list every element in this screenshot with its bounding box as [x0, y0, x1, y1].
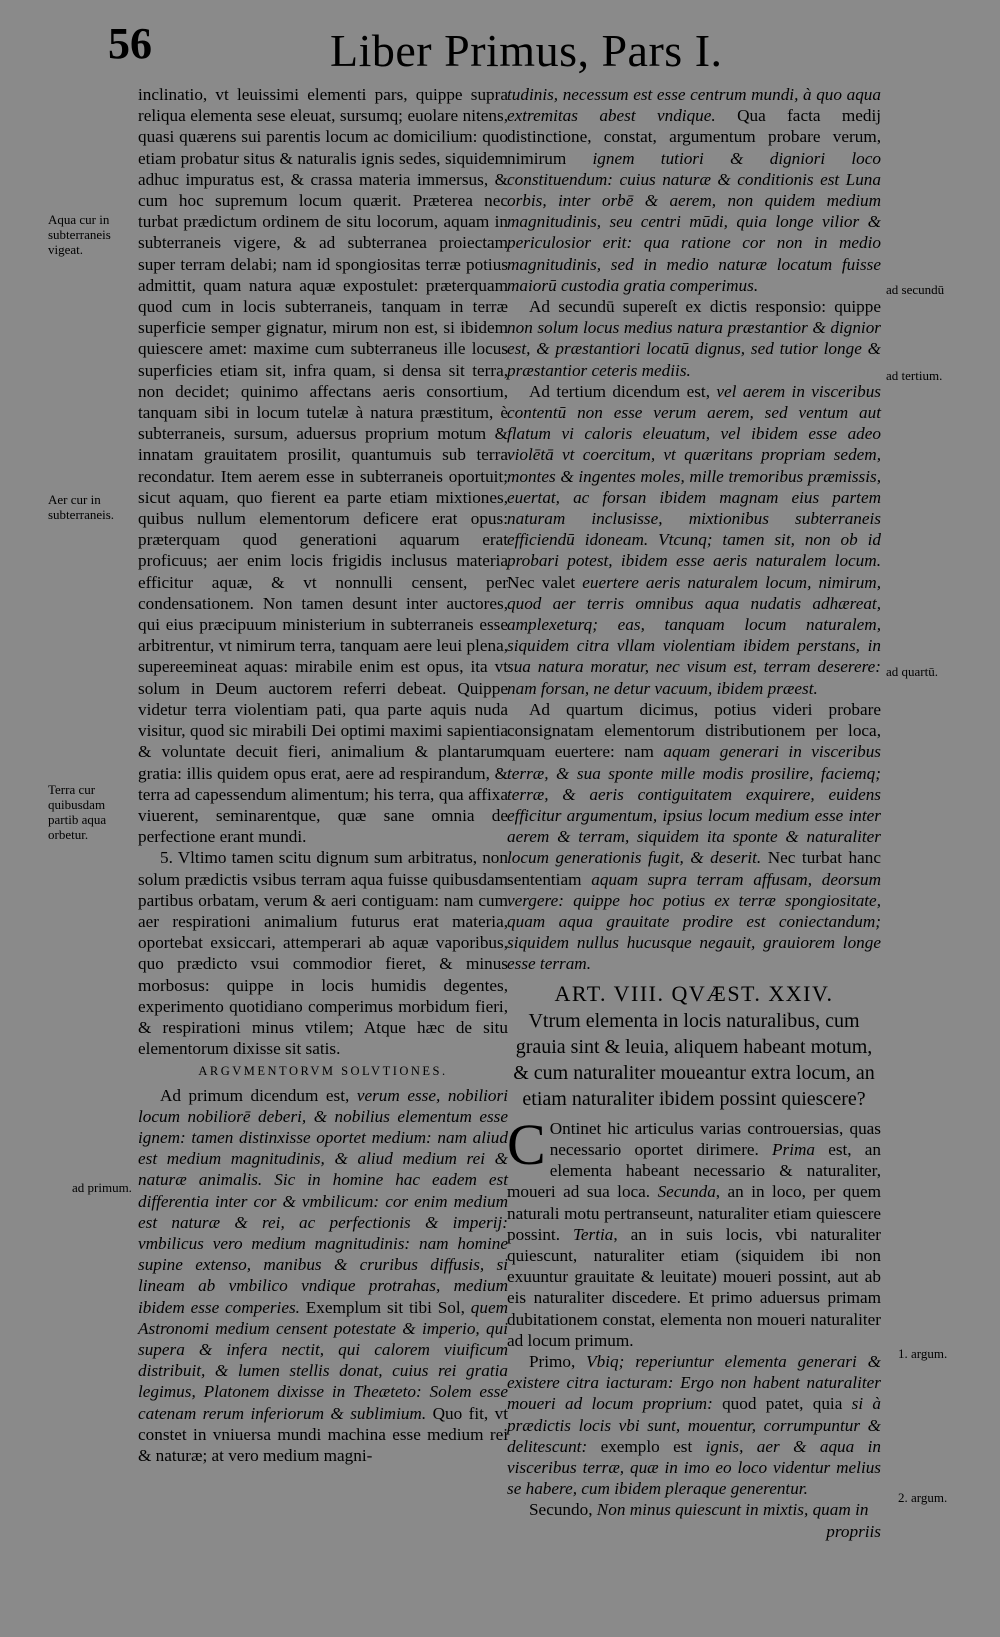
roman-text: Ontinet hic articulus varias controuersias, quas necessario oportet dirimere. [549, 1118, 881, 1159]
italic-text: aquam supra terram affusam, deorsum vergere: quippe hoc potius ex terræ spongiositate, quam aqua grauitate prodire est coniectandum; siquidem nullus hucusque negauit, grauiorem longe esse terram. [507, 869, 881, 974]
roman-text: , an in loco, per quem naturali motu pertranseunt, naturaliter etiam quiescere possint. [507, 1182, 881, 1244]
question-paragraph [507, 1111, 881, 1351]
margin-note-aer: Aer cur in subterraneis. [48, 492, 115, 522]
margin-note-ad-secundum: ad secundū [886, 282, 945, 297]
body-paragraph: inclinatio, vt leuissimi elementi pars, quippe supra reliqua elementa sese eleuat, sursumq; euolare nitens, quasi quærens sui parentis locum ac domicilium: quo etiam probatur situs & naturalis ignis sedes, siquidem adhuc impuratus est, & crassa materia immersus, & cum hoc supremum locum quærit. Præterea nec turbat prædictum ordinem de situ locorum, aquam in subterraneis vigere, & ad subterranea proiectam super terram delabi; nam id spongiositas terræ potius admittit, quam natura aquæ expostulet: præterquam quod cum in locis subterraneis, tanquam in terræ superficie semper gignatur, mirum non est, si ibidem quiescere amet: maxime cum subterraneus ille locus superficies etiam sit, infra quam, si densa sit terra, non decidet; quinimo affectans aeris consortium, tanquam sibi in locum tutelæ à natura præstitum, è subterraneis, sursum, aduersus proprium motum & innatam grauitatem prosilit, quantumuis sub terra recondatur. Item aerem esse in subterraneis oportuit; sicut aquam, quo fierent ea parte etiam mixtiones, quibus nullum elementorum deficere erat opus: præterquam quod generationi aquarum erat proficuus; aer enim locis frigidis inclusus materia efficitur aquæ, & vt nonnulli censent, per condensationem. Non tamen desunt inter auctores, qui eius præcipuum ministerium in subterraneis esse arbitrentur, vt nimirum terra, tanquam aere leui plena, supereemineat aquas: mirabile enim est opus, ita vt solum in Deum auctorem referri debeat. Quippe videtur terra violentiam pati, qua parte aquis nuda visitur, quod sic mirabili Dei optimi maximi sapientia & voluntate decuit fieri, animalium & plantarum gratia: illis quidem opus erat, aere ad respirandum, & terra ad capessendum alimentum; his terra, qua affixa viuerent, seminarentque, quæ sane omnia de perfectione erant mundi. [138, 85, 508, 847]
italic-text: Non minus quiescunt in mixtis, quam in [596, 1500, 869, 1520]
solution-text: Exemplum sit tibi Sol, [299, 1297, 471, 1317]
roman-text: exemplo est [587, 1436, 706, 1456]
page-header [0, 19, 1000, 82]
margin-note-ad-primum: ad primum. [72, 1180, 132, 1195]
running-head: Liber Primus, Pars I. [330, 25, 723, 76]
roman-text: Ad secundū supereſt ex dictis responsio: quippe [529, 297, 881, 317]
italic-text: tudinis, necessum est esse centrum mundi, à quo aqua extremitas abest vndique. [507, 85, 881, 126]
reply-second [507, 296, 881, 381]
solution-italic: verum esse, nobiliori locum nobiliorē deberi, & nobilius elementum esse ignem: tamen distinxisse oportet medium: nam aliud est medium magnitudinis, & aliud medium rei & naturæ animalis. Sic in homine hac eadem est differentia inter cor & vmbilicum: cor enim medium est naturæ & rei, ac perfectionis & imperij: vmbilicus vero medium magnitudinis: nam homine supine extenso, manibus & cruribus diffusis, si lineam ab vmbilico vndique protrahas, medium ibidem esse comperies. [138, 1085, 508, 1317]
roman-text: Nec valet [507, 572, 583, 592]
solution-paragraph [138, 1085, 508, 1467]
roman-text: Secundo, [529, 1500, 597, 1520]
italic-text: vel aerem in visceribus contentū non esse verum aerem, sed ventum aut flatum vi caloris eleuatum, vel ibidem esse adeo violētā vt coercitum, vt quæritans propriam sedem, montes & ingentes moles, mille tremoribus præmissis, euertat, ac forsan ibidem magnam eius partem naturam inclusisse, mixtionibus subterraneis efficiendū idoneam. Vtcunq; tamen sit, non ob id probari potest, ibidem esse aeris naturalem locum. [507, 381, 881, 571]
argument-first [507, 1351, 881, 1499]
margin-note-terra: Terra cur quibusdam partib aqua orbetur. [48, 782, 107, 842]
margin-note-ad-tertium: ad tertium. [886, 368, 943, 383]
roman-text: Ad tertium dicendum est, [529, 381, 717, 401]
italic-text: non solum locus medius natura præstantior & dignior est, & præstantiori locatū dignus, sed tutior longe & præstantior ceteris mediis. [507, 318, 881, 380]
italic-text: si à prædictis locis vbi sunt, mouentur, corrumpuntur & delitescunt: [507, 1394, 881, 1456]
italic-text: Vbiq; reperiuntur elementa generari & existere citra iacturam: Ergo non habent naturaliter moueri ad locum proprium: [507, 1351, 881, 1414]
italic-text: ignem tutiori & digniori loco constituendum: cuius naturæ & conditionis est Luna orbis, inter orbē & aerem, non quidem medium magnitudinis, seu centri mūdi, quia longe vilior & periculosior erit: qua ratione cor non in medio magnitudinis, sed in medio naturæ locatum fuisse maiorū custodia gratia comperimus. [507, 148, 881, 295]
catchword: propriis [826, 1521, 881, 1541]
roman-text: est, an elementa habeant necessario & naturaliter, moueri ad sua loca. [507, 1139, 881, 1202]
italic-text: Tertia [572, 1224, 614, 1244]
roman-text: Qua facta medij distinctione, constat, argumentum probare verum, nimirum [507, 106, 881, 168]
italic-text: aquam generari in visceribus terræ, & sua sponte mille modis prosilire, faciemq; terræ, & aeris contiguitatem exquirere, euidens efficitur argumentum, ipsius locum medium esse inter aerem & terram, siquidem ita sponte & naturaliter locum generationis fugit, & deserit. [507, 742, 881, 868]
solution-text: Quo fit, vt constet in vniuersa mundi machina esse medium rei & naturæ; at vero medium magni- [138, 1403, 508, 1465]
roman-text: quod patet, quia [712, 1394, 852, 1414]
margin-note-ad-quartum: ad quartū. [886, 664, 938, 679]
italic-text: euertere aeris naturalem locum, nimirum, quod aer terris omnibus aqua nudatis adhæreat, amplexeturq; eas, tanquam locum naturalem, siquidem citra vllam violentiam ibidem perstans, in sua natura moratur, nec visum est, terram deserere: nam forsan, ne detur vacuum, ibidem præest. [507, 572, 881, 698]
roman-text: , an in suis locis, vbi naturaliter quiescunt, naturaliter etiam (siquidem ibi non exuuntur grauitate & leuitate) moueri possint, aut ab eis naturaliter discedere. Et primo aduersus primam dubitationem constat, elementa non moueri naturaliter ad locum primum. [507, 1224, 881, 1350]
section-heading: ARGVMENTORVM SOLVTIONES. [198, 1064, 448, 1079]
italic-text: Prima [772, 1139, 815, 1159]
roman-text: Ad quartum dicimus, potius videri probare consignatam elementorum distributionem per loca, quam euertere: nam [507, 699, 881, 762]
solution-italic: quem Astronomi medium censent potestate & imperio, qui supera & infera nectit, qui calorem viuificum distribuit, & lumen stellis donat, cuius rei gratia legimus, Platonem dixisse in Theæteto: Solem esse catenam rerum inferiorum & sublimium. [138, 1297, 508, 1423]
body-paragraph: 5. Vltimo tamen scitu dignum sum arbitratus, non solum prædictis vsibus terram aqua fuisse quibusdam partibus orbatam, verum & aeri contiguam: nam cum aer respirationi animalium futurus erat materia, oportebat exsiccari, attemperari ab aquæ vaporibus, quo prædicto vsui commodior fieret, & minus morbosus: quippe in locis humidis degentes, experimento quotidiano comperimus morbidum fieri, & respirationi minus vtilem; Atque hæc de situ elementorum dixisse sit satis. [138, 848, 508, 1059]
roman-text: Nec turbat hanc sententiam [507, 848, 881, 889]
margin-note-argum-2: 2. argum. [898, 1490, 948, 1505]
margin-note-aqua: Aqua cur in subterraneis vigeat. [48, 212, 111, 257]
page-number: 56 [108, 19, 152, 68]
question-title: Vtrum elementa in locis naturalibus, cum grauia sint & leuia, aliquem habeant motum, & cum naturaliter moueantur extra locum, an etiam naturaliter ibidem possint quiescere? [513, 1009, 875, 1110]
italic-text: ignis, aer & aqua in visceribus terræ, quæ in imo eo loco videntur melius se habere, cum ibidem pleraque generentur. [507, 1436, 881, 1499]
italic-text: Secunda [657, 1182, 716, 1202]
article-heading: ART. VIII. QVÆST. XXIV. [554, 980, 834, 1006]
roman-text: Primo, [529, 1351, 587, 1371]
reply-third [507, 381, 881, 699]
left-column [138, 84, 508, 1466]
argument-second [507, 1499, 881, 1520]
reply-fourth [507, 699, 881, 975]
drop-cap: C [507, 1111, 546, 1177]
margin-note-argum-1: 1. argum. [898, 1346, 948, 1361]
continuation-paragraph [507, 84, 881, 296]
solution-text: Ad primum dicendum est, [160, 1085, 357, 1105]
right-column [507, 84, 881, 1542]
